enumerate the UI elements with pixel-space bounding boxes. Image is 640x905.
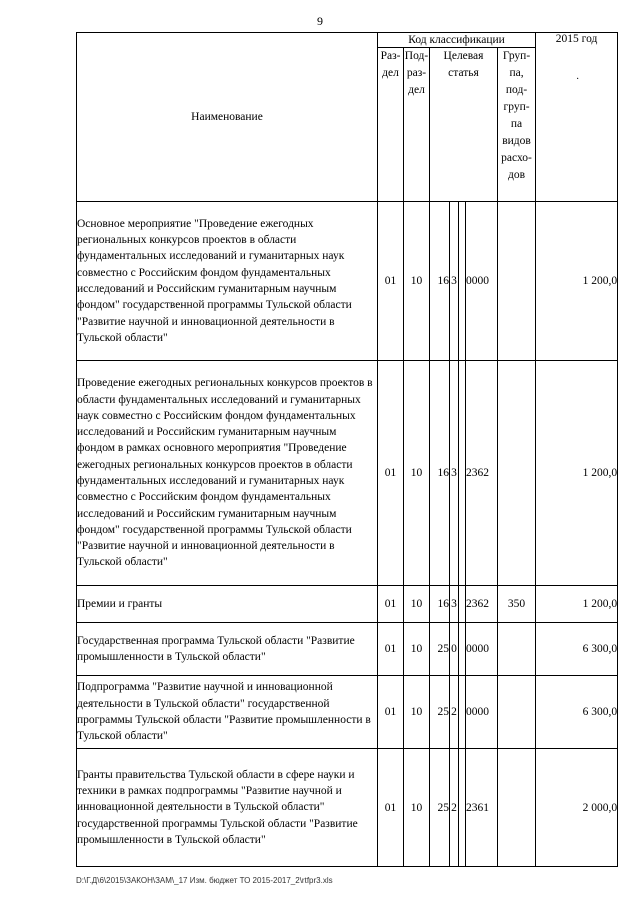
row-target-2: 3 bbox=[450, 586, 459, 623]
header-razdel: Раз- дел bbox=[378, 48, 404, 202]
page-number: 9 bbox=[317, 14, 323, 28]
row-razdel: 01 bbox=[378, 361, 404, 586]
header-row-1 bbox=[77, 33, 618, 48]
row-group bbox=[498, 361, 536, 586]
row-name: Подпрограмма "Развитие научной и инновационной деятельности в Тульской области" государственной программы Тульской области "Развитие промышленности в Тульской области" bbox=[77, 676, 378, 749]
row-target-4: 0000 bbox=[466, 676, 498, 749]
row-amount: 6 300,0 bbox=[536, 676, 618, 749]
row-amount: 1 200,0 bbox=[536, 202, 618, 361]
table-row bbox=[77, 749, 618, 867]
table-row bbox=[77, 361, 618, 586]
table-row bbox=[77, 623, 618, 676]
row-target-3 bbox=[459, 623, 466, 676]
header-podrazdel: Под- раз- дел bbox=[404, 48, 430, 202]
row-razdel: 01 bbox=[378, 749, 404, 867]
row-target-4: 0000 bbox=[466, 623, 498, 676]
header-target: Целевая статья bbox=[430, 48, 498, 202]
row-podrazdel: 10 bbox=[404, 202, 430, 361]
row-target-3 bbox=[459, 361, 466, 586]
row-razdel: 01 bbox=[378, 586, 404, 623]
row-target-4: 2362 bbox=[466, 586, 498, 623]
row-target-2: 3 bbox=[450, 361, 459, 586]
row-amount: 6 300,0 bbox=[536, 623, 618, 676]
row-target-4: 0000 bbox=[466, 202, 498, 361]
row-target-2: 3 bbox=[450, 202, 459, 361]
row-target-2: 0 bbox=[450, 623, 459, 676]
row-podrazdel: 10 bbox=[404, 676, 430, 749]
row-podrazdel: 10 bbox=[404, 623, 430, 676]
header-group: Груп- па, под- груп- па видов расхо- дов bbox=[498, 48, 536, 202]
table-row bbox=[77, 202, 618, 361]
row-target-3 bbox=[459, 676, 466, 749]
row-name: Основное мероприятие "Проведение ежегодных региональных конкурсов проектов в области фундаментальных исследований и гуманитарных наук совместно с Российским фондом фундаментальных исследований и Российским гуманитарным научным фондом" государственной программы Тульской области "Развитие научной и инновационной деятельности в Тульской области" bbox=[77, 202, 378, 361]
row-target-1: 25 bbox=[430, 676, 450, 749]
row-group bbox=[498, 202, 536, 361]
row-podrazdel: 10 bbox=[404, 586, 430, 623]
row-name: Проведение ежегодных региональных конкурсов проектов в области фундаментальных исследований и гуманитарных наук совместно с Российским фондом фундаментальных исследований и Российским гуманитарным научным фондом в рамках основного мероприятия "Проведение ежегодных региональных конкурсов проектов в области фундаментальных исследований и гуманитарных наук совместно с Российским фондом фундаментальных исследований и Российским гуманитарным научным фондом" государственной программы Тульской области "Развитие научной и инновационной деятельности в Тульской области" bbox=[77, 361, 378, 586]
row-target-1: 16 bbox=[430, 586, 450, 623]
row-group bbox=[498, 749, 536, 867]
table-row bbox=[77, 586, 618, 623]
budget-table bbox=[76, 32, 618, 867]
row-target-3 bbox=[459, 586, 466, 623]
row-name: Государственная программа Тульской области "Развитие промышленности в Тульской области" bbox=[77, 623, 378, 676]
row-podrazdel: 10 bbox=[404, 361, 430, 586]
row-amount: 1 200,0 bbox=[536, 361, 618, 586]
row-target-2: 2 bbox=[450, 676, 459, 749]
row-target-4: 2361 bbox=[466, 749, 498, 867]
row-name: Гранты правительства Тульской области в сфере науки и техники в рамках подпрограммы "Развитие научной и инновационной деятельности в Тульской области" государственной программы Тульской области "Развитие промышленности в Тульской области" bbox=[77, 749, 378, 867]
row-razdel: 01 bbox=[378, 676, 404, 749]
row-name: Премии и гранты bbox=[77, 586, 378, 623]
row-target-3 bbox=[459, 202, 466, 361]
row-group bbox=[498, 676, 536, 749]
row-razdel: 01 bbox=[378, 202, 404, 361]
row-group: 350 bbox=[498, 586, 536, 623]
row-target-1: 25 bbox=[430, 749, 450, 867]
header-year: 2015 год bbox=[536, 33, 618, 202]
row-group bbox=[498, 623, 536, 676]
row-razdel: 01 bbox=[378, 623, 404, 676]
table-row bbox=[77, 676, 618, 749]
header-classification: Код классификации bbox=[378, 33, 536, 48]
row-target-4: 2362 bbox=[466, 361, 498, 586]
row-target-1: 25 bbox=[430, 623, 450, 676]
file-path-footer: D:\Г.Д\6\2015\ЗАКОН\ЗАМ\_17 Изм. бюджет ТО 2015-2017_2\rtfpr3.xls bbox=[76, 876, 333, 885]
header-name: Наименование bbox=[77, 33, 378, 202]
row-amount: 2 000,0 bbox=[536, 749, 618, 867]
row-amount: 1 200,0 bbox=[536, 586, 618, 623]
row-podrazdel: 10 bbox=[404, 749, 430, 867]
row-target-3 bbox=[459, 749, 466, 867]
row-target-2: 2 bbox=[450, 749, 459, 867]
decorative-dot: · bbox=[576, 74, 580, 85]
row-target-1: 16 bbox=[430, 202, 450, 361]
row-target-1: 16 bbox=[430, 361, 450, 586]
